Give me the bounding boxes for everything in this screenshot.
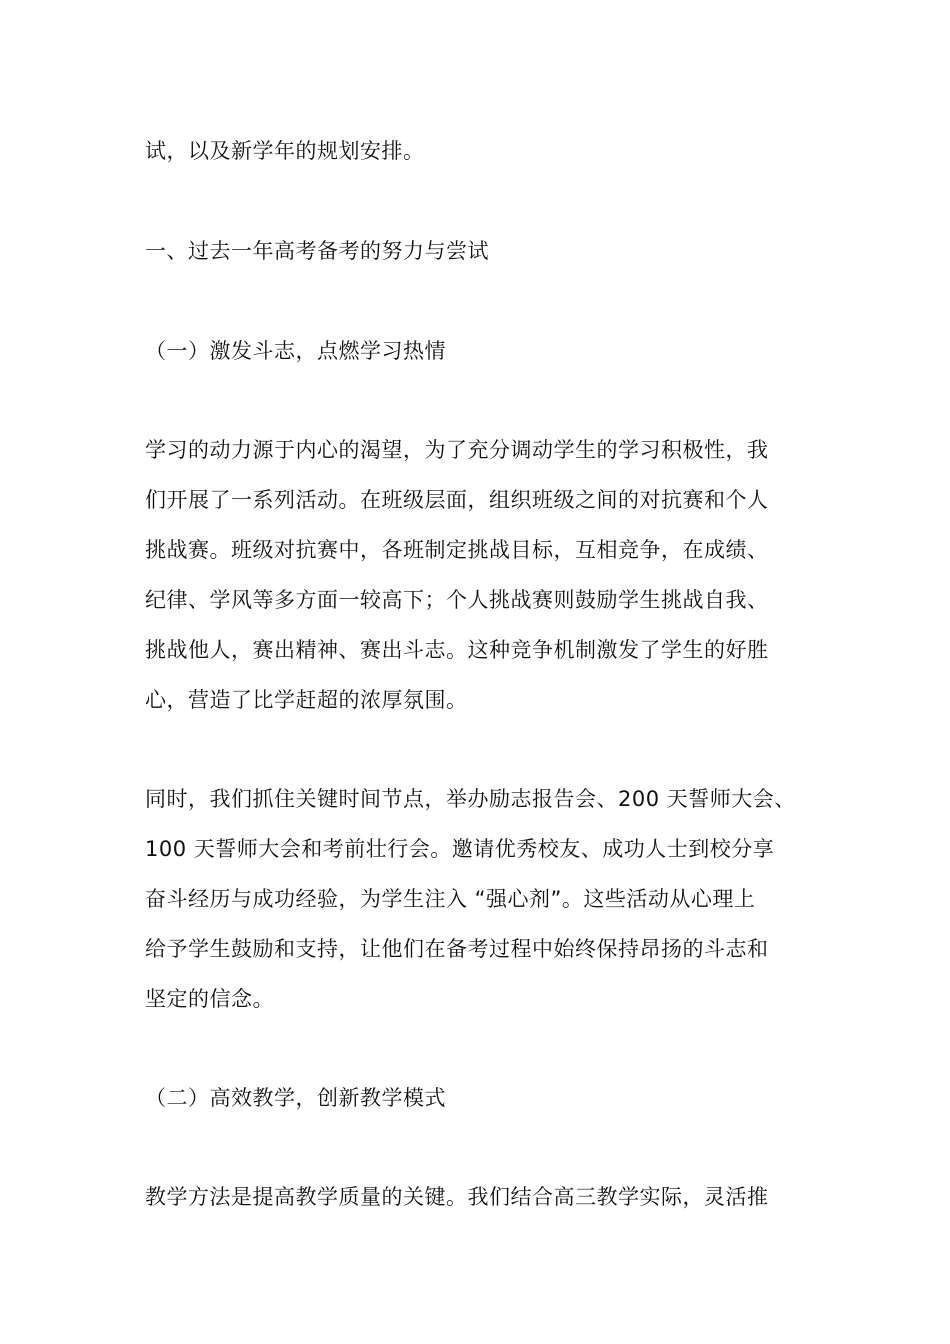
subsection-heading: （二）高效教学，创新教学模式 (145, 1086, 446, 1110)
subsection-heading: （一）激发斗志，点燃学习热情 (145, 339, 446, 363)
section-heading: 一、过去一年高考备考的努力与尝试 (145, 239, 489, 263)
paragraph-line: 挑战赛。班级对抗赛中，各班制定挑战目标，互相竞争，在成绩、 (145, 538, 769, 562)
paragraph-line: 挑战他人，赛出精神、赛出斗志。这种竞争机制激发了学生的好胜 (145, 638, 769, 662)
paragraph-line: 100 天誓师大会和考前壮行会。邀请优秀校友、成功人士到校分享 (145, 837, 775, 861)
paragraph-line: 奋斗经历与成功经验，为学生注入 “强心剂”。这些活动从心理上 (145, 887, 756, 911)
paragraph-line: 坚定的信念。 (145, 987, 274, 1011)
paragraph-line: 纪律、学风等多方面一较高下；个人挑战赛则鼓励学生挑战自我、 (145, 588, 769, 612)
paragraph-line: 心，营造了比学赶超的浓厚氛围。 (145, 688, 468, 712)
paragraph-line: 给予学生鼓励和支持，让他们在备考过程中始终保持昂扬的斗志和 (145, 937, 769, 961)
paragraph-line: 学习的动力源于内心的渴望，为了充分调动学生的学习积极性，我 (145, 438, 769, 462)
paragraph-line: 教学方法是提高教学质量的关键。我们结合高三教学实际，灵活推 (145, 1185, 769, 1209)
paragraph-line: 试，以及新学年的规划安排。 (145, 139, 425, 163)
paragraph-line: 同时，我们抓住关键时间节点，举办励志报告会、200 天誓师大会、 (145, 787, 796, 811)
paragraph-line: 们开展了一系列活动。在班级层面，组织班级之间的对抗赛和个人 (145, 488, 769, 512)
